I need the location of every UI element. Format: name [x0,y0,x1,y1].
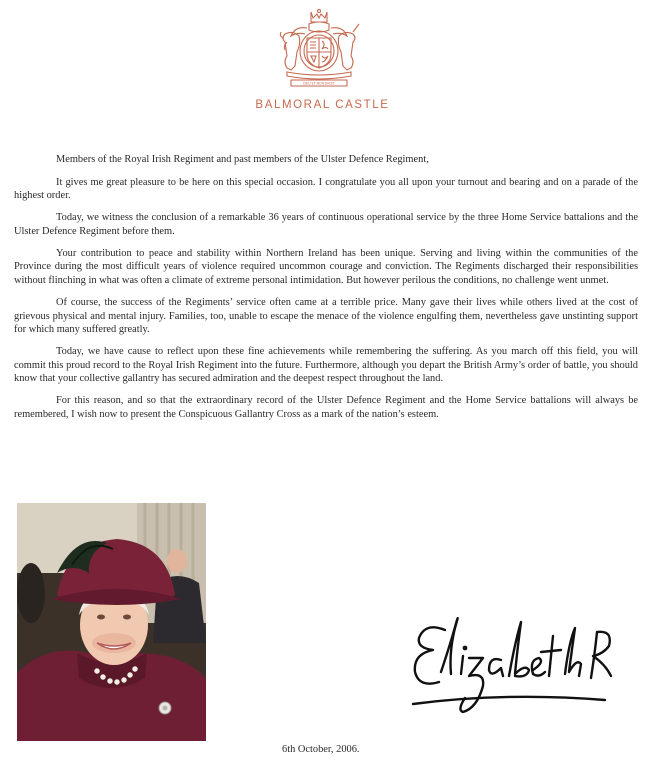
crest-motto: DIEU ET MON DROIT [303,81,335,86]
letter-paragraph: Today, we witness the conclusion of a remarkable 36 years of continuous operational service by the three Home Service battalions and the Ulster Defence Regiment before them. [14,212,638,237]
letter-paragraph: It gives me great pleasure to be here on this special occasion. I congratulate you all upon your turnout and bearing and on a parade of the highest order. [14,176,638,202]
letter-salutation: Members of the Royal Irish Regiment and past members of the Ulster Defence Regiment, [56,154,429,165]
letter-paragraph: Your contribution to peace and stability within Northern Ireland has been unique. Serving and living within the communities of the Province during the most difficult years of violence required uncommon courage and conviction. The Regiments discharged their responsibilities without flinching in what was often a climate of extreme personal intimidation. But however perilous the conditions, no challenge went unmet. [14,247,638,286]
letter-body [14,153,638,430]
letter-date: 6th October, 2006. [282,744,360,755]
signature [405,612,620,722]
royal-coat-of-arms-icon [277,8,361,88]
letter-paragraph: For this reason, and so that the extraordinary record of the Ulster Defence Regiment and the Home Service battalions will always be remembered, I wish now to present the Conspicuous Gallantry Cross as a mark of the nation’s esteem. [14,395,638,420]
letter-paragraph: Of course, the success of the Regiments’ service often came at a terrible price. Many gave their lives while others lived at the cost of grievous physical and mental injury. Families, too, unable to escape the menace of the violence engulfing them, nevertheless gave unstinting support for which many suffered greatly. [14,296,638,336]
letter-paragraph: Today, we have cause to reflect upon these fine achievements while remembering the suffering. As you march off this field, you will commit this proud record to the Royal Irish Regiment into the future. Furthermore, although you depart the British Army’s order of battle, you should know that your collective gallantry has secured admiration and the deepest respect throughout the land. [14,346,638,385]
letterhead-title: BALMORAL CASTLE [255,99,390,111]
portrait-photo [17,503,206,741]
